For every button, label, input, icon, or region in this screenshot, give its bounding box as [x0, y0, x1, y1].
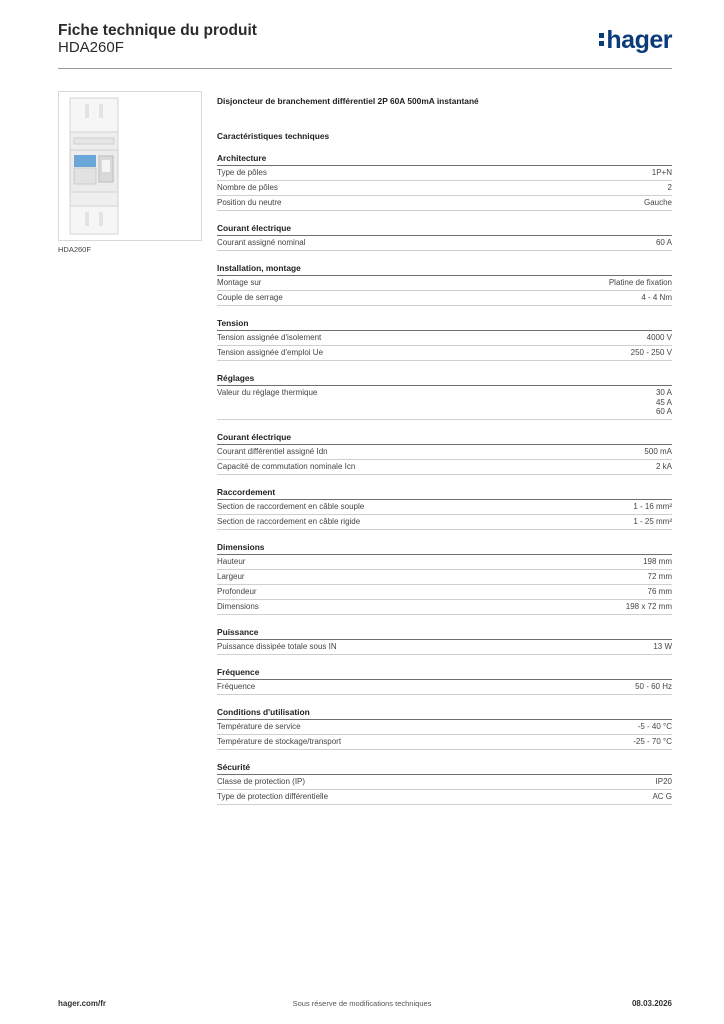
spec-row: [217, 331, 672, 346]
spec-label: Tension assignée d'isolement: [217, 333, 322, 342]
spec-value: [641, 293, 672, 303]
spec-group-title: Puissance: [217, 627, 672, 640]
spec-value: [638, 722, 672, 732]
spec-group-title: Réglages: [217, 373, 672, 386]
spec-value-line: 45 A: [655, 397, 672, 407]
spec-row: [217, 291, 672, 306]
spec-value-line: 1 - 25 mm²: [633, 517, 672, 526]
spec-label: Capacité de commutation nominale Icn: [217, 462, 356, 471]
circuit-breaker-icon: [59, 92, 201, 240]
footer-date: 08.03.2026: [631, 999, 672, 1008]
footer-website: hager.com/fr: [58, 999, 107, 1008]
spec-row: [217, 445, 672, 460]
spec-value-line: 1P+N: [651, 168, 672, 177]
spec-row: [217, 181, 672, 196]
spec-label: Fréquence: [217, 682, 256, 691]
spec-row: [217, 790, 672, 805]
spec-label: Tension assignée d'emploi Ue: [217, 348, 324, 357]
spec-label: Température de service: [217, 722, 301, 731]
spec-value-line: 2: [667, 183, 672, 192]
spec-group-title: Dimensions: [217, 542, 672, 555]
spec-value: [648, 572, 672, 582]
spec-value-line: 72 mm: [647, 572, 672, 581]
spec-value-line: Gauche: [643, 198, 672, 207]
spec-row: [217, 346, 672, 361]
spec-row: [217, 555, 672, 570]
spec-group-title: Tension: [217, 318, 672, 331]
spec-row: [217, 600, 672, 615]
spec-label: Type de protection différentielle: [217, 792, 329, 801]
spec-value-line: 198 mm: [643, 557, 672, 566]
spec-value-line: 76 mm: [647, 587, 672, 596]
spec-value: [656, 777, 672, 787]
footer-notice: Sous réserve de modifications techniques: [292, 999, 432, 1008]
spec-value: [644, 447, 672, 457]
spec-value-line: 2 kA: [655, 462, 672, 471]
product-title: Disjoncteur de branchement différentiel 2P 60A 500mA instantané: [217, 96, 479, 106]
spec-label: Position du neutre: [217, 198, 282, 207]
spec-value-line: 60 A: [655, 407, 672, 416]
spec-value-line: 50 - 60 Hz: [635, 682, 672, 691]
spec-row: [217, 775, 672, 790]
spec-row: [217, 570, 672, 585]
section-title: Caractéristiques techniques: [217, 131, 330, 141]
spec-group-title: Raccordement: [217, 487, 672, 500]
spec-row: [217, 735, 672, 750]
spec-label: Type de pôles: [217, 168, 267, 177]
spec-row: [217, 276, 672, 291]
logo-text: hager: [606, 26, 672, 54]
spec-row: [217, 460, 672, 475]
spec-value-line: 60 A: [655, 238, 672, 247]
spec-label: Hauteur: [217, 557, 246, 566]
spec-value: [653, 642, 672, 652]
spec-label: Montage sur: [217, 278, 262, 287]
spec-value: [643, 557, 672, 567]
specs-content: [217, 96, 672, 805]
spec-groups: [217, 153, 672, 805]
spec-group-title: Architecture: [217, 153, 672, 166]
spec-label: Dimensions: [217, 602, 259, 611]
spec-row: [217, 196, 672, 211]
spec-label: Section de raccordement en câble rigide: [217, 517, 361, 526]
spec-label: Largeur: [217, 572, 245, 581]
spec-value: [644, 198, 672, 208]
spec-value-line: IP20: [655, 777, 672, 786]
product-reference: HDA260F: [58, 39, 124, 56]
spec-value-line: 4000 V: [646, 333, 672, 342]
spec-label: Section de raccordement en câble souple: [217, 502, 365, 511]
spec-row: [217, 640, 672, 655]
spec-value: [635, 682, 672, 692]
spec-group-title: Conditions d'utilisation: [217, 707, 672, 720]
logo-dots-icon: [599, 33, 604, 49]
spec-label: Température de stockage/transport: [217, 737, 342, 746]
image-caption: HDA260F: [58, 245, 91, 254]
spec-value-line: 1 - 16 mm²: [633, 502, 672, 511]
spec-value: [631, 348, 672, 358]
spec-value: [652, 168, 672, 178]
spec-value-line: 30 A: [655, 388, 672, 397]
spec-group-title: Fréquence: [217, 667, 672, 680]
page-title: Fiche technique du produit: [58, 22, 257, 39]
spec-label: Classe de protection (IP): [217, 777, 306, 786]
spec-value: [633, 737, 672, 747]
spec-value-line: 198 x 72 mm: [625, 602, 672, 611]
spec-value-line: -25 - 70 °C: [633, 737, 672, 746]
spec-value-line: AC G: [652, 792, 672, 801]
spec-row: [217, 166, 672, 181]
spec-value: [648, 587, 672, 597]
spec-group-title: Courant électrique: [217, 432, 672, 445]
spec-value: [668, 183, 672, 193]
spec-value: [647, 333, 672, 343]
spec-label: Valeur du réglage thermique: [217, 388, 318, 397]
spec-value-line: Platine de fixation: [608, 278, 672, 287]
product-image: [58, 91, 202, 241]
spec-value: [656, 238, 672, 248]
spec-label: Puissance dissipée totale sous IN: [217, 642, 337, 651]
spec-value: [652, 792, 672, 802]
spec-row: [217, 386, 672, 420]
spec-value: [656, 462, 672, 472]
spec-group-title: Installation, montage: [217, 263, 672, 276]
spec-row: [217, 585, 672, 600]
spec-row: [217, 500, 672, 515]
spec-group-title: Sécurité: [217, 762, 672, 775]
spec-value-line: 13 W: [653, 642, 672, 651]
spec-row: [217, 515, 672, 530]
spec-label: Nombre de pôles: [217, 183, 278, 192]
spec-value-line: 500 mA: [644, 447, 672, 456]
header-divider: [58, 68, 672, 69]
spec-value: [609, 278, 672, 288]
spec-row: [217, 720, 672, 735]
spec-label: Courant différentiel assigné Idn: [217, 447, 328, 456]
spec-label: Courant assigné nominal: [217, 238, 306, 247]
spec-value: [633, 517, 672, 527]
spec-row: [217, 236, 672, 251]
spec-row: [217, 680, 672, 695]
spec-value-line: 250 - 250 V: [630, 348, 672, 357]
spec-group-title: Courant électrique: [217, 223, 672, 236]
spec-value: [626, 602, 672, 612]
spec-label: Couple de serrage: [217, 293, 283, 302]
spec-value-line: -5 - 40 °C: [637, 722, 672, 731]
spec-label: Profondeur: [217, 587, 257, 596]
spec-value-line: 4 - 4 Nm: [641, 293, 672, 302]
hager-logo: [599, 26, 672, 55]
spec-value: [656, 388, 672, 417]
spec-value: [633, 502, 672, 512]
